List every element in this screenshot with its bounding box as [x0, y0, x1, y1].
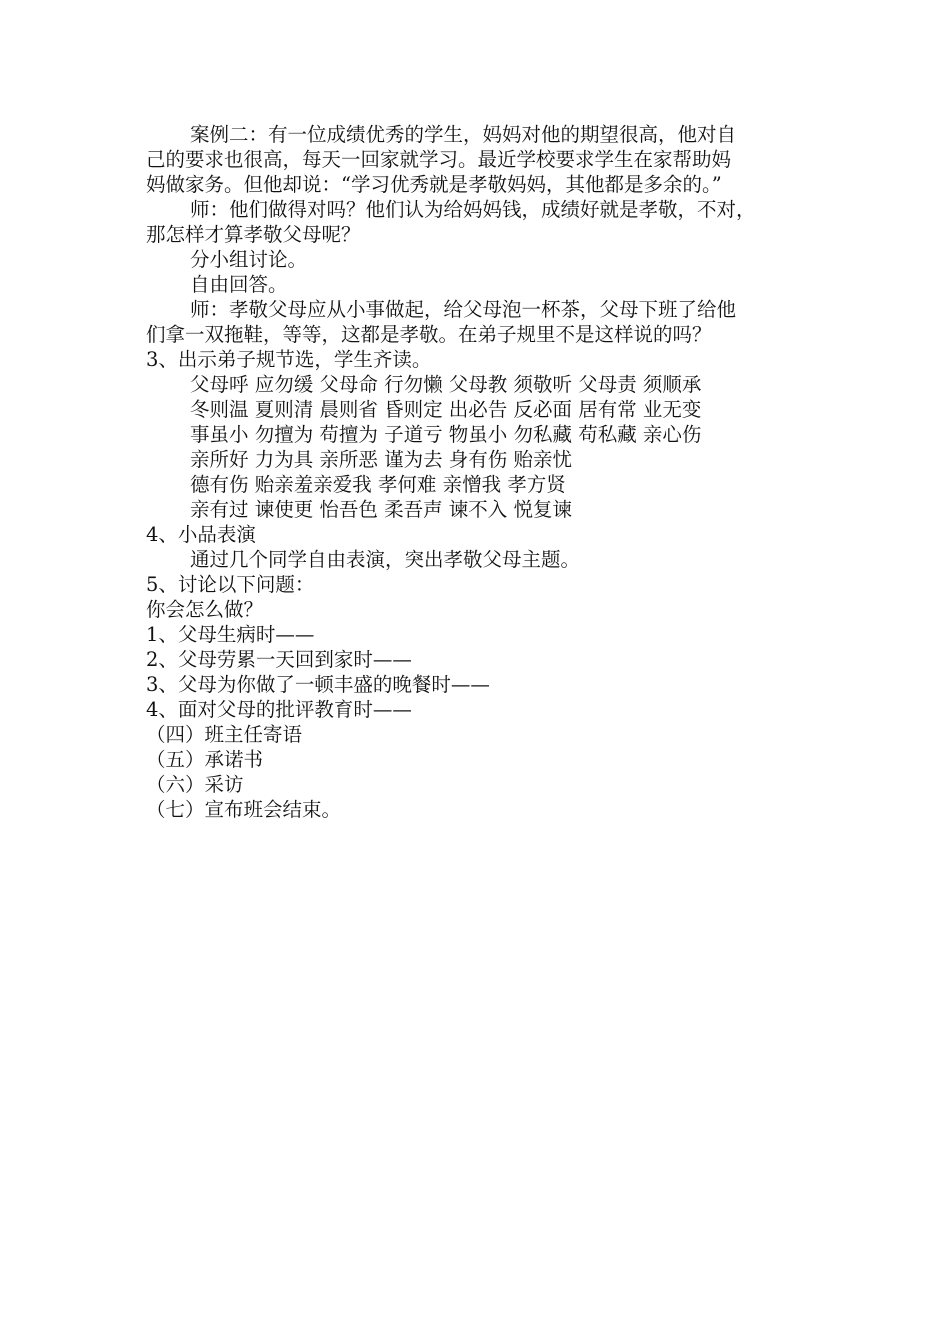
- teacher-question-line: 那怎样才算孝敬父母呢？: [146, 223, 361, 246]
- section-five-heading: 5、讨论以下问题：: [146, 573, 315, 596]
- closing-item: （五）承诺书: [146, 748, 264, 771]
- verse-line: 事虽小 勿擅为 苟擅为 子道亏 物虽小 勿私藏 苟私藏 亲心伤: [190, 423, 702, 446]
- closing-item: （四）班主任寄语: [146, 723, 303, 746]
- section-five-prompt: 你会怎么做？: [146, 598, 264, 621]
- teacher-explanation-line: 们拿一双拖鞋，等等，这都是孝敬。在弟子规里不是这样说的吗？: [146, 323, 712, 346]
- section-four-heading: 4、小品表演: [146, 523, 256, 546]
- teacher-question-paragraph: [146, 197, 810, 247]
- document-body: [146, 122, 810, 822]
- closing-item: （六）采访: [146, 773, 244, 796]
- section-four-body: 通过几个同学自由表演，突出孝敬父母主题。: [190, 548, 581, 571]
- verse-line: 冬则温 夏则清 晨则省 昏则定 出必告 反必面 居有常 业无变: [190, 398, 702, 421]
- free-answer-text: 自由回答。: [190, 273, 288, 296]
- teacher-explanation-line: 师：孝敬父母应从小事做起，给父母泡一杯茶，父母下班了给他: [190, 298, 737, 321]
- teacher-explanation-paragraph: [146, 297, 810, 347]
- verse-line: 德有伤 贻亲羞亲爱我 孝何难 亲憎我 孝方贤: [190, 473, 566, 496]
- case-two-line: 妈做家务。但他却说：“学习优秀就是孝敬妈妈，其他都是多余的。”: [146, 173, 722, 196]
- case-two-paragraph: [146, 122, 810, 197]
- discussion-question: 2、父母劳累一天回到家时——: [146, 648, 412, 671]
- discussion-question: 1、父母生病时——: [146, 623, 315, 646]
- discussion-question: 4、面对父母的批评教育时——: [146, 698, 412, 721]
- dizigui-verses: [146, 372, 810, 522]
- discussion-question: 3、父母为你做了一顿丰盛的晚餐时——: [146, 673, 490, 696]
- teacher-question-line: 师：他们做得对吗？他们认为给妈妈钱，成绩好就是孝敬，不对，: [190, 198, 756, 221]
- case-two-line: 案例二：有一位成绩优秀的学生，妈妈对他的期望很高，他对自: [190, 123, 737, 146]
- verse-line: 父母呼 应勿缓 父母命 行勿懒 父母教 须敬听 父母责 须顺承: [190, 373, 702, 396]
- group-discussion-text: 分小组讨论。: [190, 248, 308, 271]
- verse-line: 亲所好 力为具 亲所恶 谨为去 身有伤 贻亲忧: [190, 448, 572, 471]
- case-two-line: 己的要求也很高，每天一回家就学习。最近学校要求学生在家帮助妈: [146, 148, 732, 171]
- verse-line: 亲有过 谏使更 怡吾色 柔吾声 谏不入 悦复谏: [190, 498, 572, 521]
- section-three-heading: 3、出示弟子规节选，学生齐读。: [146, 348, 432, 371]
- closing-item: （七）宣布班会结束。: [146, 798, 342, 821]
